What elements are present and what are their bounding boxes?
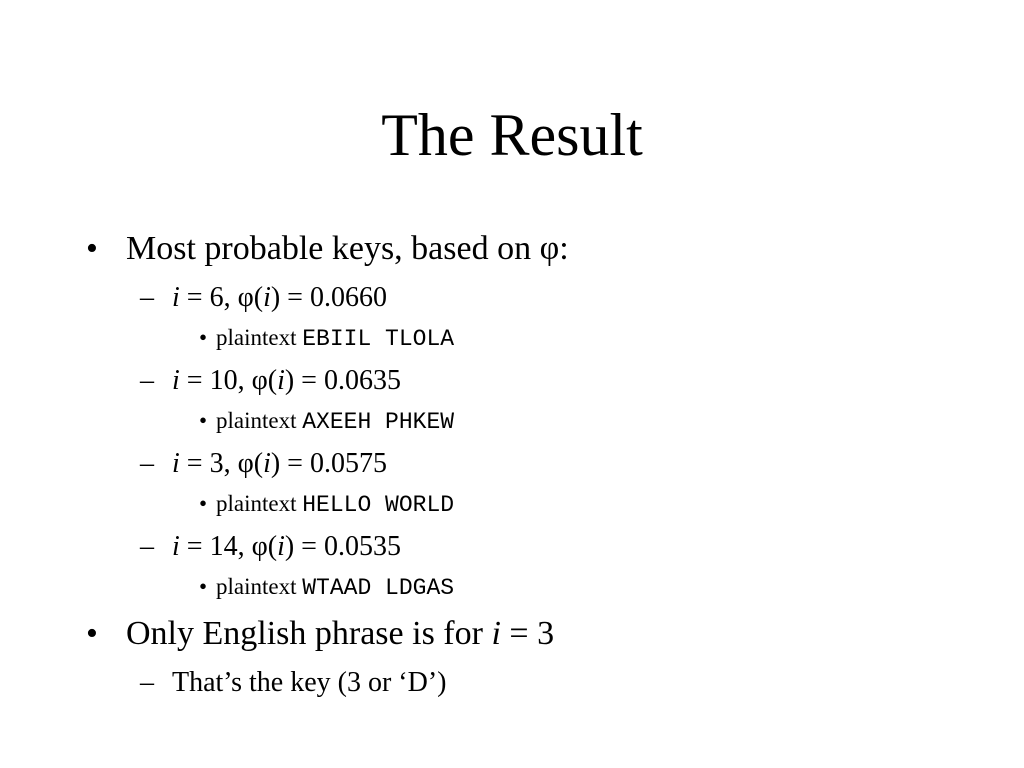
phi-symbol: φ	[237, 448, 254, 479]
phi-symbol: φ	[539, 230, 560, 267]
key-text: i = 6, φ(i) = 0.0660	[172, 282, 387, 313]
bullet-text: Most probable keys, based on φ:	[126, 230, 569, 267]
plaintext-value: HELLO WORLD	[302, 492, 455, 518]
conclusion-sub-text: That’s the key (3 or ‘D’)	[172, 667, 447, 698]
bullet-dot: •	[199, 491, 208, 516]
plaintext-text: plaintext AXEEH PHKEW	[216, 408, 455, 435]
dash-marker: –	[140, 448, 154, 479]
key-text: i = 3, φ(i) = 0.0575	[172, 448, 387, 479]
plaintext-value: WTAAD LDGAS	[302, 575, 455, 601]
phi-symbol: φ	[251, 531, 268, 562]
dash-marker: –	[140, 667, 154, 698]
plaintext-value: EBIIL TLOLA	[302, 326, 455, 352]
bullet-text: Only English phrase is for i = 3	[126, 615, 555, 652]
phi-symbol: φ	[251, 365, 268, 396]
plaintext-text: plaintext WTAAD LDGAS	[216, 574, 455, 601]
phi-symbol: φ	[237, 282, 254, 313]
plaintext-text: plaintext EBIIL TLOLA	[216, 325, 455, 352]
bullet-dot: •	[199, 574, 208, 599]
dash-marker: –	[140, 365, 154, 396]
slide-title: The Result	[381, 102, 643, 168]
dash-marker: –	[140, 282, 154, 313]
bullet-dot: •	[86, 615, 98, 652]
plaintext-text: plaintext HELLO WORLD	[216, 491, 455, 518]
bullet-dot: •	[86, 230, 98, 267]
bullet-dot: •	[199, 325, 208, 350]
plaintext-value: AXEEH PHKEW	[302, 409, 455, 435]
dash-marker: –	[140, 531, 154, 562]
key-text: i = 14, φ(i) = 0.0535	[172, 531, 401, 562]
key-text: i = 10, φ(i) = 0.0635	[172, 365, 401, 396]
bullet-dot: •	[199, 408, 208, 433]
